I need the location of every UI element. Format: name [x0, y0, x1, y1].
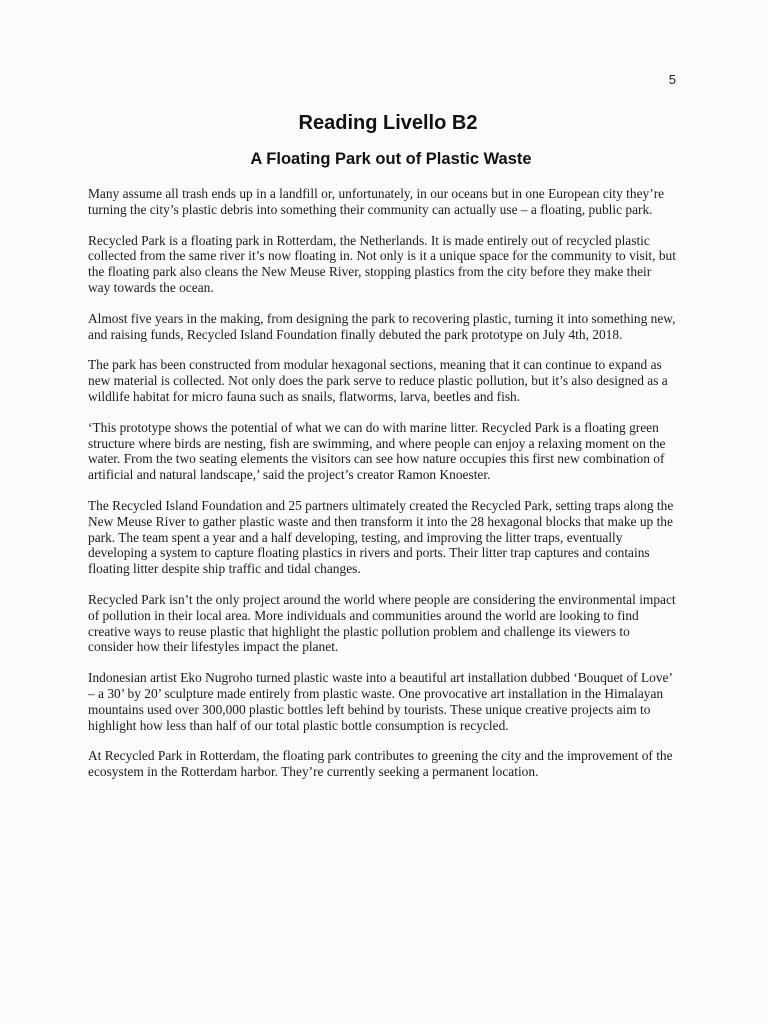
- paragraph-9: At Recycled Park in Rotterdam, the floating park contributes to greening the city and the improvement of the ecosystem in the Rotterdam harbor. They’re currently seeking a permanent location.: [88, 748, 673, 780]
- paragraph-8: Indonesian artist Eko Nugroho turned plastic waste into a beautiful art installation dubbed ‘Bouquet of Love’ – a 30’ by 20’ sculpture made entirely from plastic waste. One provocative art installation in the Himalayan mountains used over 300,000 plastic bottles left behind by tourists. These unique creative projects aim to highlight how less than half of our total plastic bottle consumption is recycled.: [88, 670, 672, 733]
- paragraph-4: The park has been constructed from modular hexagonal sections, meaning that it can continue to expand as new material is collected. Not only does the park serve to reduce plastic pollution, but it’s also designed as a wildlife habitat for micro fauna such as snails, flatworms, larva, beetles and fish.: [88, 357, 668, 404]
- paragraph-1: Many assume all trash ends up in a landfill or, unfortunately, in our oceans but in one European city they’re turning the city’s plastic debris into something their community can actually use – a floating, public park.: [88, 186, 665, 217]
- paragraph-6: The Recycled Island Foundation and 25 partners ultimately created the Recycled Park, setting traps along the New Meuse River to gather plastic waste and then transform it into the 28 hexagonal blocks that make up the park. The team spent a year and a half developing, testing, and improving the litter traps, eventually developing a system to capture floating plastics in rivers and ports. Their litter trap captures and contains floating litter despite ship traffic and tidal changes.: [88, 497, 674, 577]
- paragraph-5: ‘This prototype shows the potential of what we can do with marine litter. Recycled Park is a floating green structure where birds are nesting, fish are swimming, and where people can enjoy a relaxing moment on the water. From the two seating elements the visitors can see how nature occupies this first new combination of artificial and natural landscape,’ said the project’s creator Ramon Knoester.: [88, 419, 666, 483]
- article-title: A Floating Park out of Plastic Waste: [250, 150, 532, 168]
- paragraph-2: Recycled Park is a floating park in Rotterdam, the Netherlands. It is made entirely out of recycled plastic collected from the same river it’s now floating in. Not only is it a unique space for the community to visit, but the floating park also cleans the New Meuse River, stopping plastics from the city before they make their way towards the ocean.: [88, 232, 676, 295]
- paragraph-3: Almost five years in the making, from designing the park to recovering plastic, turning it into something new, and raising funds, Recycled Island Foundation finally debuted the park prototype on July 4th, 2018.: [88, 310, 676, 342]
- page-number: 5: [668, 72, 676, 87]
- article-body: [88, 186, 676, 795]
- document-title: Reading Livello B2: [298, 112, 478, 134]
- paragraph-7: Recycled Park isn’t the only project around the world where people are considering the environmental impact of pollution in their local area. More individuals and communities around the world are looking to find creative ways to reuse plastic that highlight the plastic pollution problem and challenge its viewers to consider how their lifestyles impact the planet.: [88, 591, 676, 655]
